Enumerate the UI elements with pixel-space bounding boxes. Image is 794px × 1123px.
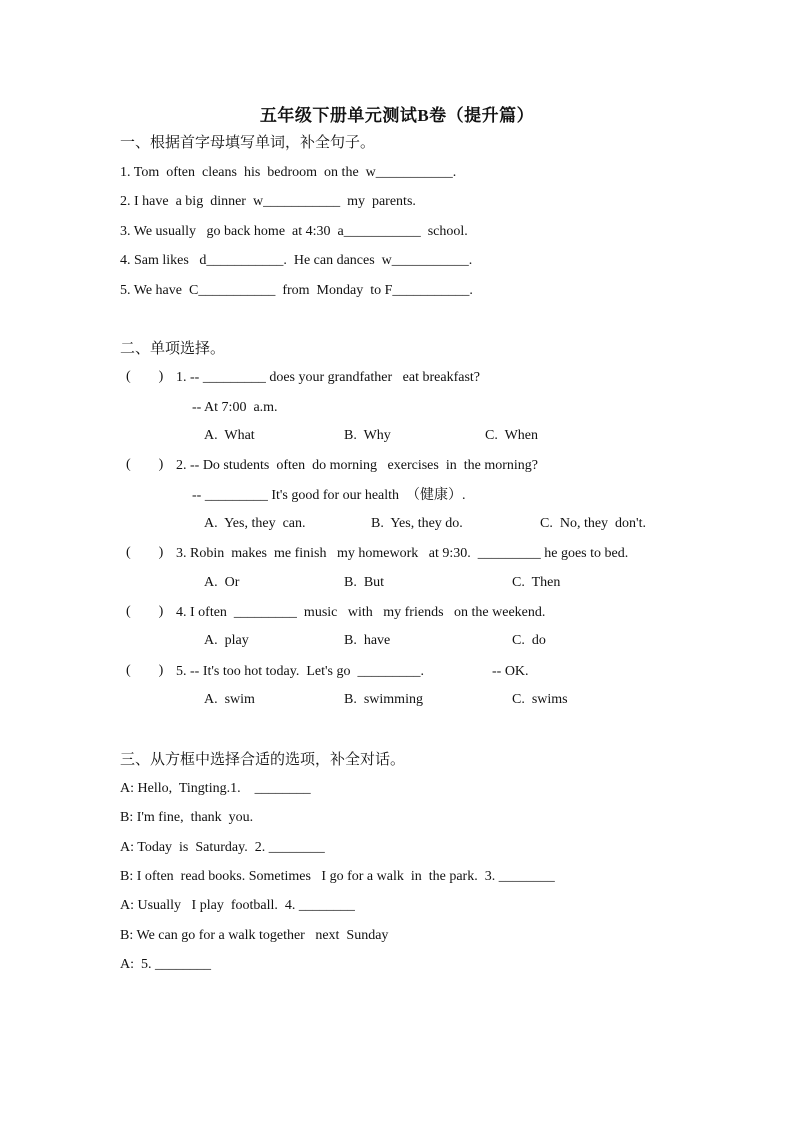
question-3-stem: 3. Robin makes me finish my homework at 9:30. _________ he goes to bed. (176, 546, 629, 561)
question-1-option-c[interactable]: C. When (485, 428, 539, 443)
section2-heading: 二、单项选择。 (120, 339, 226, 357)
section1-item-5: 5. We have C___________ from Monday to F___________. (120, 283, 473, 298)
question-5-option-a[interactable]: A. swim (204, 692, 255, 707)
section1-item-2: 2. I have a big dinner w___________ my parents. (120, 194, 416, 209)
answer-blank-q1[interactable]: ( ) (126, 369, 164, 384)
dialogue-line-6: B: We can go for a walk together next Sunday (120, 928, 389, 943)
question-4-stem: 4. I often _________ music with my friends on the weekend. (176, 605, 546, 620)
section1-heading: 一、根据首字母填写单词，补全句子。 (120, 133, 376, 151)
page-title: 五年级下册单元测试B卷（提升篇） (259, 106, 535, 125)
question-3-option-a[interactable]: A. Or (204, 575, 240, 590)
question-4-option-a[interactable]: A. play (204, 633, 249, 648)
answer-blank-q5[interactable]: ( ) (126, 663, 164, 678)
answer-blank-q3[interactable]: ( ) (126, 545, 164, 560)
question-5-stem: 5. -- It's too hot today. Let's go _________. (176, 664, 424, 679)
question-2-option-b[interactable]: B. Yes, they do. (371, 516, 463, 531)
dialogue-line-7: A: 5. ________ (120, 957, 211, 972)
dialogue-line-4: B: I often read books. Sometimes I go for a walk in the park. 3. ________ (120, 869, 555, 884)
dialogue-line-5: A: Usually I play football. 4. ________ (120, 898, 355, 913)
dialogue-line-3: A: Today is Saturday. 2. ________ (120, 840, 325, 855)
section1-item-4: 4. Sam likes d___________. He can dances w___________. (120, 253, 473, 268)
question-3-option-c[interactable]: C. Then (512, 575, 561, 590)
question-5-reply: -- OK. (492, 664, 529, 679)
question-2-option-a[interactable]: A. Yes, they can. (204, 516, 306, 531)
question-5-option-b[interactable]: B. swimming (344, 692, 423, 707)
question-2-stem: 2. -- Do students often do morning exercises in the morning? (176, 458, 538, 473)
question-1-option-b[interactable]: B. Why (344, 428, 391, 443)
question-5-option-c[interactable]: C. swims (512, 692, 568, 707)
question-1-stem: 1. -- _________ does your grandfather eat breakfast? (176, 370, 481, 385)
answer-blank-q4[interactable]: ( ) (126, 604, 164, 619)
dialogue-line-1: A: Hello, Tingting.1. ________ (120, 781, 311, 796)
question-1-reply: -- At 7:00 a.m. (192, 400, 278, 415)
question-4-option-c[interactable]: C. do (512, 633, 546, 648)
answer-blank-q2[interactable]: ( ) (126, 457, 164, 472)
question-4-option-b[interactable]: B. have (344, 633, 391, 648)
section3-heading: 三、从方框中选择合适的选项，补全对话。 (120, 750, 406, 768)
dialogue-line-2: B: I'm fine, thank you. (120, 810, 254, 825)
section1-item-1: 1. Tom often cleans his bedroom on the w___________. (120, 165, 457, 180)
question-1-option-a[interactable]: A. What (204, 428, 255, 443)
question-3-option-b[interactable]: B. But (344, 575, 385, 590)
question-2-option-c[interactable]: C. No, they don't. (540, 516, 646, 531)
question-2-reply: -- _________ It's good for our health （健康）. (192, 488, 466, 503)
section1-item-3: 3. We usually go back home at 4:30 a___________ school. (120, 224, 468, 239)
